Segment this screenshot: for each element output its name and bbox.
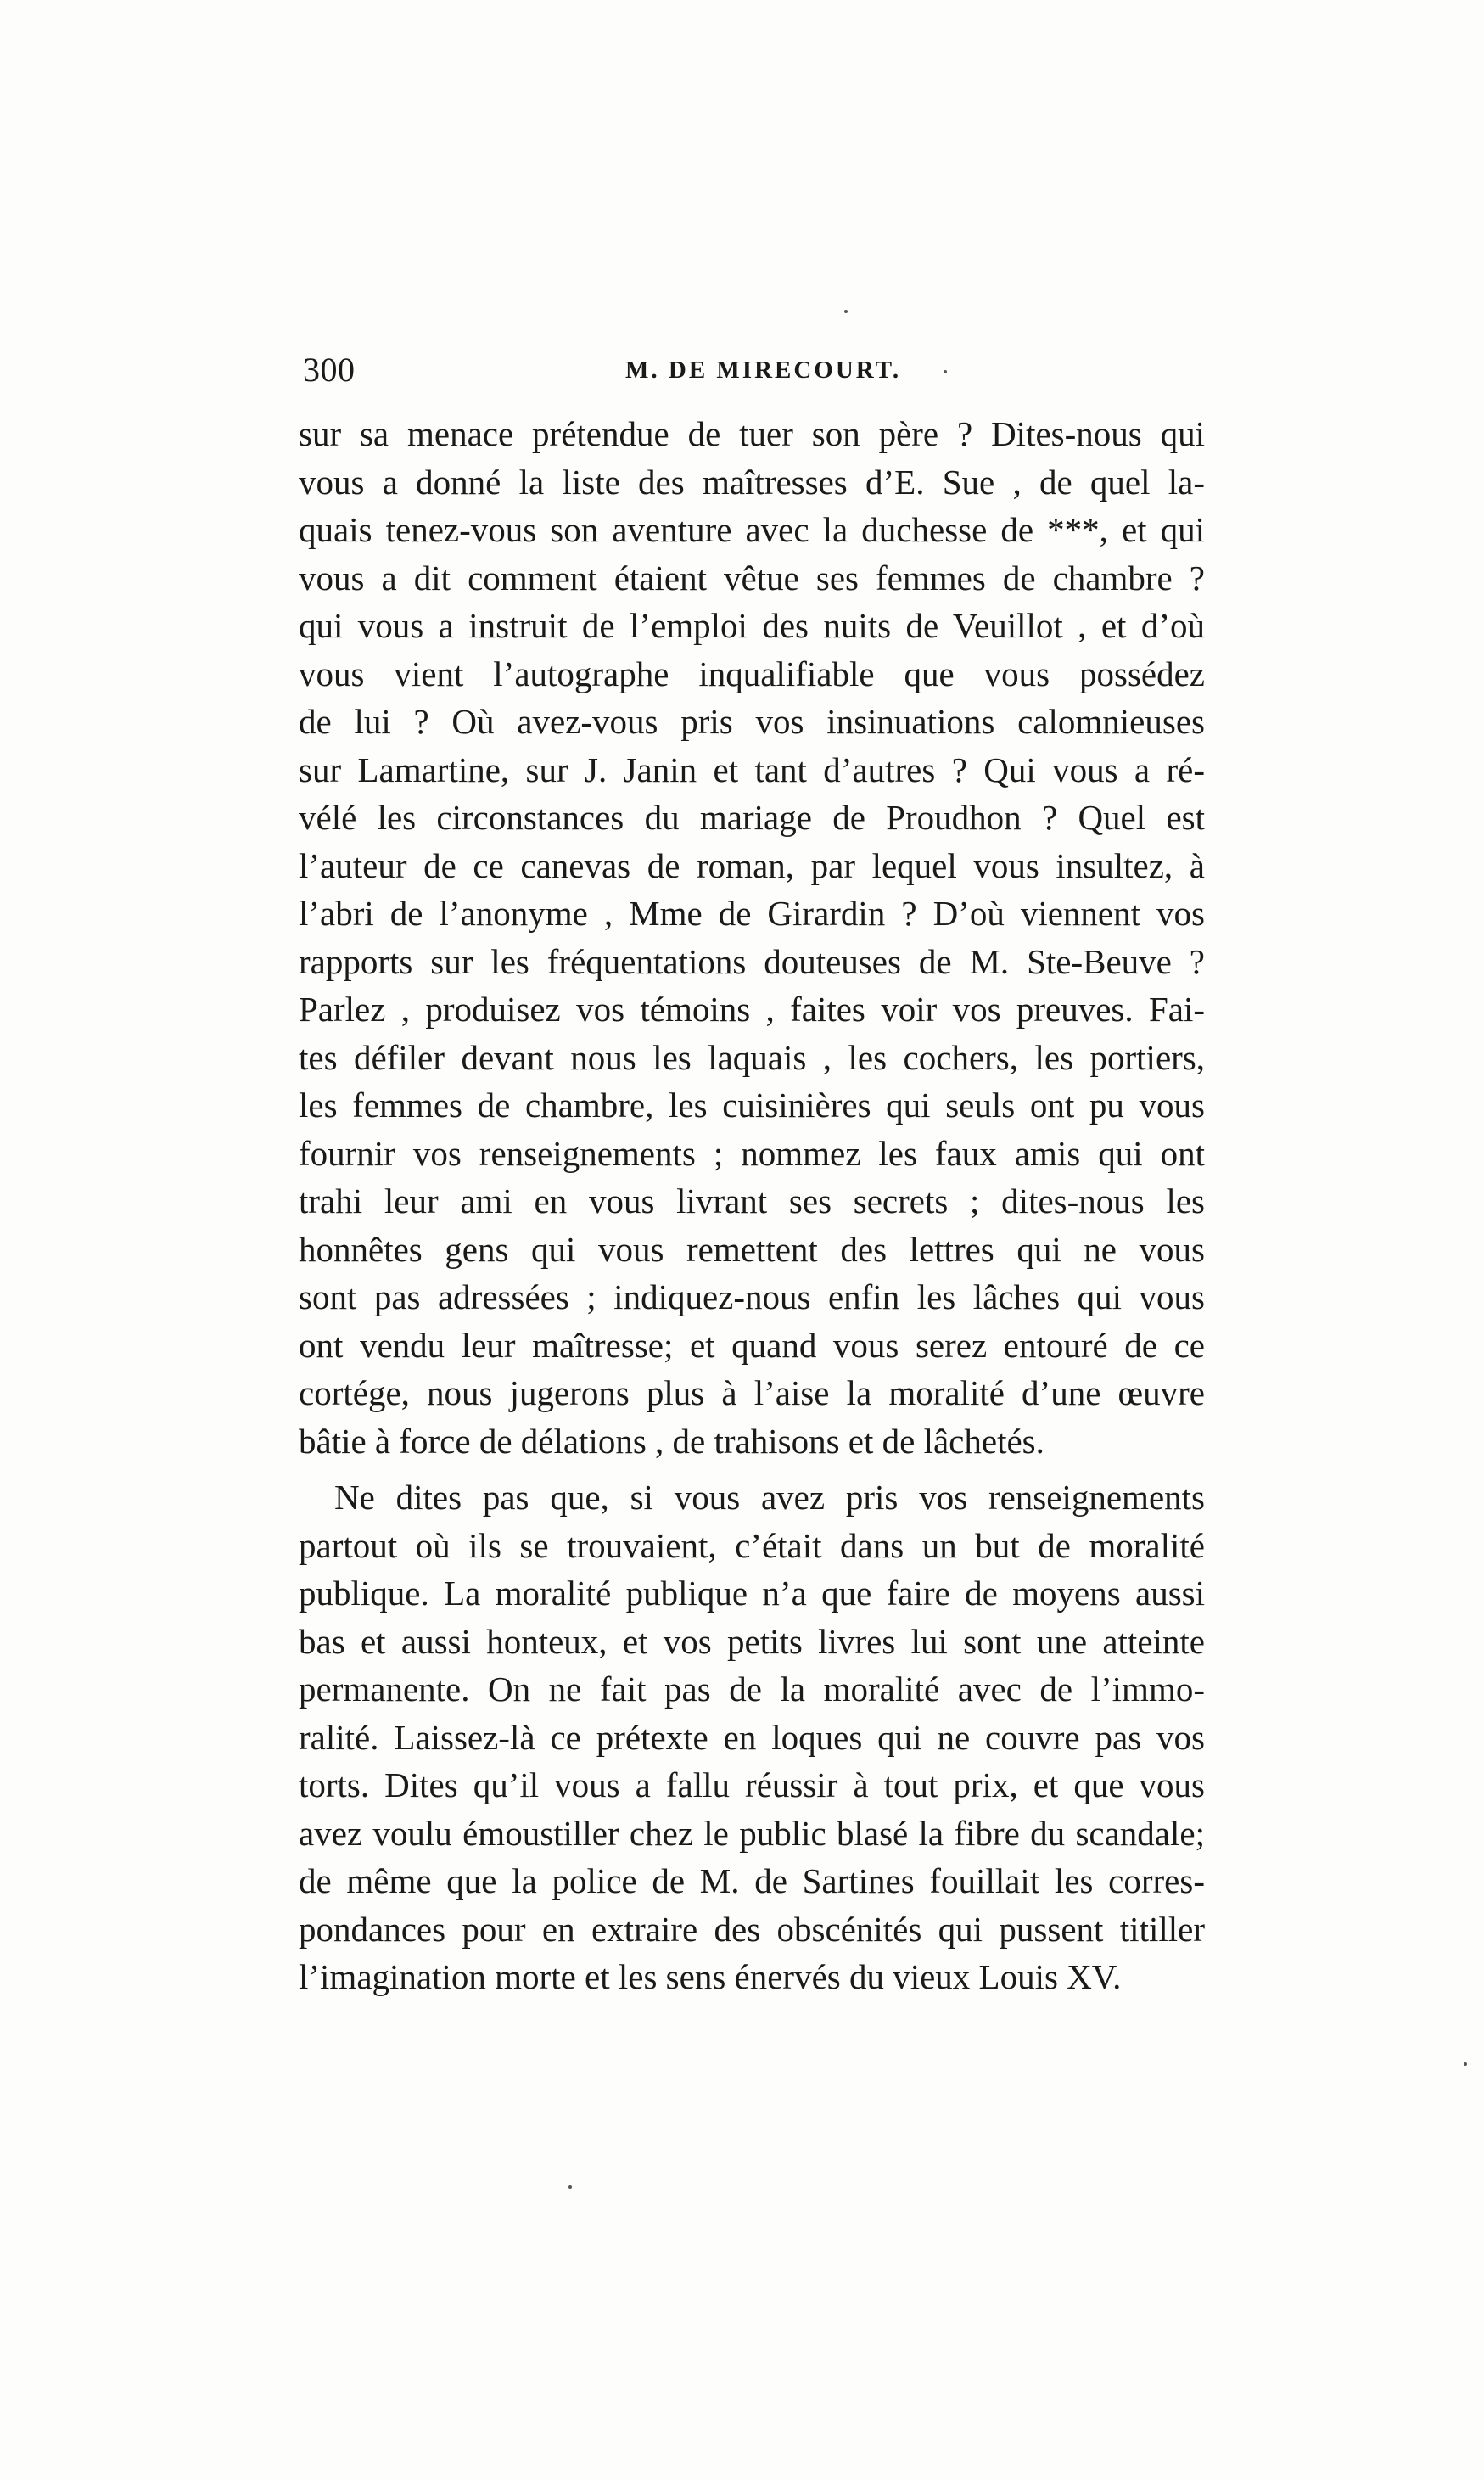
text-line: qui vous a instruit de l’emploi des nuits de Veuillot , et d’où: [299, 606, 1205, 645]
text-line: partout où ils se trouvaient, c’était dans un but de moralité: [299, 1525, 1205, 1565]
text-line: bâtie à force de délations , de trahisons et de lâchetés.: [299, 1421, 1044, 1461]
running-head: [303, 346, 1202, 397]
text-line: quais tenez-vous son aventure avec la duchesse de ***, et qui: [299, 510, 1205, 549]
text-line: Ne dites pas que, si vous avez pris vos renseignements: [334, 1478, 1205, 1517]
text-line: bas et aussi honteux, et vos petits livres lui sont une atteinte: [299, 1621, 1205, 1661]
text-line: publique. La moralité publique n’a que faire de moyens aussi: [299, 1574, 1205, 1613]
text-line: permanente. On ne fait pas de la moralité avec de l’immo-: [299, 1669, 1205, 1709]
text-line: vous a dit comment étaient vêtue ses femmes de chambre ?: [299, 558, 1205, 598]
text-line: honnêtes gens qui vous remettent des lettres qui ne vous: [299, 1229, 1205, 1269]
text-line: trahi leur ami en vous livrant ses secrets ; dites-nous les: [299, 1181, 1205, 1220]
text-line: de lui ? Où avez-vous pris vos insinuations calomnieuses: [299, 702, 1205, 741]
text-line: Parlez , produisez vos témoins , faites voir vos preuves. Fai-: [299, 990, 1205, 1029]
text-line: les femmes de chambre, les cuisinières qui seuls ont pu vous: [299, 1086, 1205, 1125]
text-line: vous a donné la liste des maîtresses d’E. Sue , de quel la-: [299, 462, 1205, 502]
page-number: 300: [303, 351, 356, 389]
paper-speck: [1464, 2062, 1467, 2066]
text-line: sur Lamartine, sur J. Janin et tant d’autres ? Qui vous a ré-: [299, 749, 1205, 789]
text-line: pondances pour en extraire des obscénités qui pussent titiller: [299, 1909, 1205, 1949]
text-line: tes défiler devant nous les laquais , les cochers, les portiers,: [299, 1037, 1205, 1077]
text-line: fournir vos renseignements ; nommez les faux amis qui ont: [299, 1133, 1205, 1173]
text-line: l’auteur de ce canevas de roman, par lequel vous insultez, à: [299, 845, 1205, 885]
paragraph-gap: [299, 1465, 1205, 1473]
text-line: l’imagination morte et les sens énervés du vieux Louis XV.: [299, 1957, 1122, 1996]
text-line: rapports sur les fréquentations douteuses de M. Ste-Beuve ?: [299, 941, 1205, 981]
paper-speck: [844, 310, 848, 313]
text-line: ont vendu leur maîtresse; et quand vous serez entouré de ce: [299, 1325, 1205, 1365]
text-line: vous vient l’autographe inqualifiable que vous possédez: [299, 654, 1205, 693]
paper-speck: [944, 370, 947, 373]
text-line: vélé les circonstances du mariage de Proudhon ? Quel est: [299, 798, 1205, 837]
running-title: M. DE MIRECOURT.: [625, 356, 902, 384]
text-line: sont pas adressées ; indiquez-nous enfin les lâches qui vous: [299, 1277, 1205, 1316]
paragraph-2: [299, 1473, 1205, 2001]
text-line: de même que la police de M. de Sartines fouillait les corres-: [299, 1861, 1205, 1900]
text-line: ralité. Laissez-là ce prétexte en loques qui ne couvre pas vos: [299, 1717, 1205, 1757]
text-line: avez voulu émoustiller chez le public blasé la fibre du scandale;: [299, 1813, 1205, 1853]
body-text: [299, 410, 1205, 2001]
text-line: l’abri de l’anonyme , Mme de Girardin ? D’où viennent vos: [299, 894, 1205, 933]
text-line: cortége, nous jugerons plus à l’aise la moralité d’une œuvre: [299, 1373, 1205, 1412]
text-line: torts. Dites qu’il vous a fallu réussir à tout prix, et que vous: [299, 1765, 1205, 1804]
paper-speck: [568, 2185, 572, 2189]
text-line: sur sa menace prétendue de tuer son père ? Dites-nous qui: [299, 414, 1205, 453]
paragraph-1: [299, 410, 1205, 1465]
